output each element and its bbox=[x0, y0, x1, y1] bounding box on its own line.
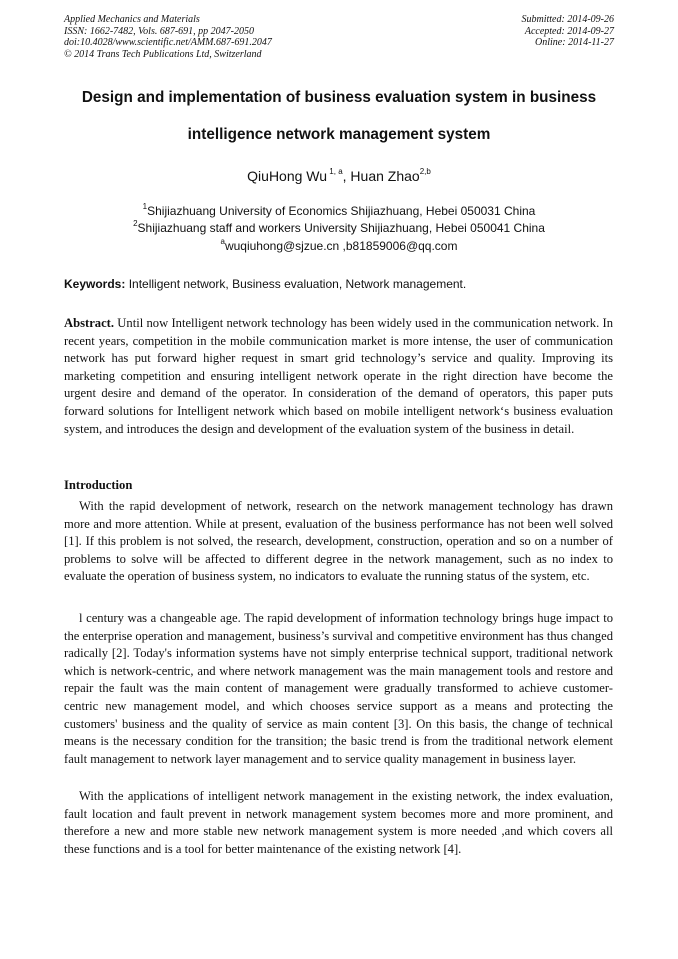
intro-paragraph-2: l century was a changeable age. The rapid development of information technology brings huge impact to the enterprise operation and management, business’s survival and competitive environment has thus changed radically [2]. Today's information systems have not simply enterprise technical support, traditional network which is network-centric, and where network management was the main management tools and restore and repair the fault was the main content of management were gradually transformed to achieve customer-centric new management model, and which chooses service support as a means and protecting the customers' business and the quality of service as main content [3]. On this basis, the change of technical means is the necessary condition for the transition; the basic trend is from the traditional network element fault management to network layer management and to service quality management in business layer. bbox=[64, 611, 613, 766]
keywords-label: Keywords: bbox=[64, 277, 126, 291]
affiliation-mark: 2 bbox=[133, 219, 138, 228]
affiliation-text: Shijiazhuang staff and workers University Shijiazhuang, Hebei 050041 China bbox=[137, 221, 545, 235]
journal-name: Applied Mechanics and Materials bbox=[64, 14, 200, 25]
author-separator: , bbox=[342, 168, 351, 184]
publication-dates bbox=[522, 14, 615, 49]
author-name: Huan Zhao bbox=[350, 168, 420, 184]
keywords bbox=[64, 277, 624, 291]
journal-doi[interactable]: doi:10.4028/www.scientific.net/AMM.687-691.2047 bbox=[64, 37, 272, 48]
affiliation-1 bbox=[40, 203, 638, 218]
intro-paragraph-3: With the applications of intelligent network management in the existing network, the index evaluation, fault location and fault prevent in network management system becomes more and more prominent, and therefore a new and more stable new network management system is more needed ,and which covers all these functions and is a tool for better maintenance of the existing network [4]. bbox=[64, 789, 613, 856]
abstract-text: Until now Intelligent network technology has been widely used in the communication network. In recent years, competition in the mobile communication market is more intense, the user of communication network has put forward higher request in smart grid technology’s service and quality. Improving its marketing competition and ensuring intelligent network operate in the right direction have become the urgent desire and demand of the operator. In consideration of the demand of operators, this paper puts forward solutions for Intelligent network which based on mobile intelligent network‘s business evaluation system, and introduces the design and development of the evaluation system of the business in detail. bbox=[64, 316, 613, 436]
email-mark: a bbox=[220, 237, 225, 246]
author-affiliation-mark: 2,b bbox=[419, 167, 431, 177]
affiliation-2 bbox=[40, 220, 638, 235]
paper-title-line-2: intelligence network management system bbox=[187, 126, 491, 143]
affiliation-mark: 1 bbox=[142, 202, 148, 211]
author-name: QiuHong Wu bbox=[247, 168, 328, 184]
intro-paragraph-1: With the rapid development of network, research on the network management technology has drawn more and more attention. While at present, evaluation of the business performance has not been well solved [1]. If this problem is not solved, the research, development, construction, operation and so on a number of problems to solve will be affected to different degree in the network management, such as no index to evaluate the operation of business system, no indicators to evaluate the running status of the system, etc. bbox=[64, 499, 613, 584]
online-date: Online: 2014-11-27 bbox=[535, 37, 614, 48]
journal-copyright: © 2014 Trans Tech Publications Ltd, Switzerland bbox=[64, 48, 262, 60]
journal-info bbox=[64, 14, 272, 60]
author-list bbox=[40, 168, 638, 184]
section-heading-introduction: Introduction bbox=[64, 478, 133, 492]
abstract-label: Abstract. bbox=[64, 316, 115, 330]
author-affiliation-mark bbox=[327, 167, 343, 176]
accepted-date: Accepted: 2014-09-27 bbox=[524, 25, 614, 37]
author-emails bbox=[40, 238, 638, 253]
keywords-text: Intelligent network, Business evaluation, Network management. bbox=[125, 277, 467, 291]
affiliation-text: Shijiazhuang University of Economics Shijiazhuang, Hebei 050031 China bbox=[147, 204, 536, 218]
abstract bbox=[64, 315, 613, 438]
journal-issn: ISSN: 1662-7482, Vols. 687-691, pp 2047-2050 bbox=[64, 25, 254, 37]
submitted-date: Submitted: 2014-09-26 bbox=[521, 14, 614, 25]
paper-title-line-1: Design and implementation of business evaluation system in business bbox=[81, 89, 597, 106]
email-text[interactable]: wuqiuhong@sjzue.cn ,b81859006@qq.com bbox=[224, 239, 458, 253]
author-sup-text: 1, a bbox=[329, 167, 343, 177]
